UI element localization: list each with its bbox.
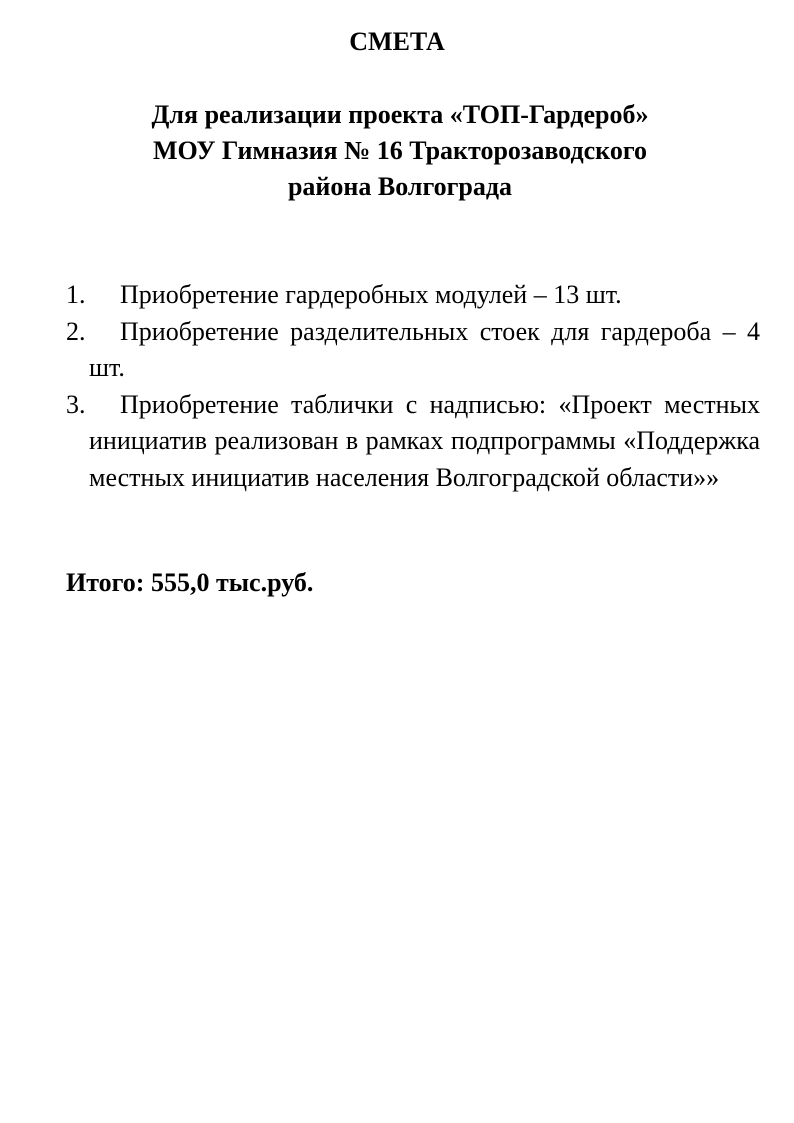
list-item-text: Приобретение таблички с надписью: «Проект местных инициатив реализован в рамках подпрограммы «Поддержка местных инициатив населения Волгоградской области»» [89, 389, 760, 492]
list-item [66, 387, 760, 497]
estimate-items-list [66, 277, 760, 496]
list-item-number: 3. [66, 389, 86, 419]
subtitle-line-1: Для реализации проекта «ТОП-Гардероб» [151, 100, 649, 129]
document-title: СМЕТА [349, 27, 445, 56]
list-item-text: Приобретение гардеробных модулей – 13 шт. [120, 280, 622, 309]
subtitle-line-3: района Волгограда [287, 172, 513, 201]
document-subtitle [60, 97, 740, 205]
estimate-total: Итого: 555,0 тыс.руб. [66, 568, 314, 597]
list-item [66, 314, 760, 387]
list-item [66, 277, 760, 314]
list-item-number: 2. [66, 316, 86, 346]
list-item-text: Приобретение разделительных стоек для гардероба – 4 шт. [89, 316, 760, 382]
list-item-number: 1. [66, 280, 86, 309]
subtitle-line-2: МОУ Гимназия № 16 Тракторозаводского [153, 136, 647, 165]
